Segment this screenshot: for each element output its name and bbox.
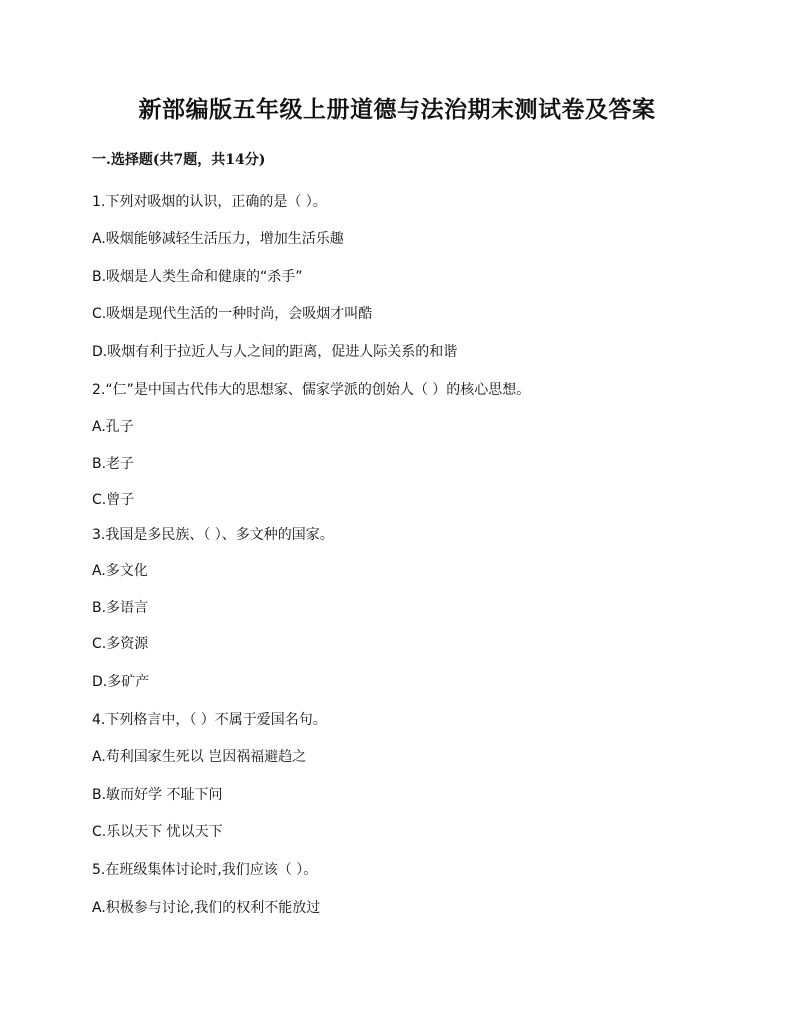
question-1-option-c: C.吸烟是现代生活的一种时尚，会吸烟才叫酷 (92, 306, 373, 322)
question-3-option-d: D.多矿产 (92, 674, 150, 690)
question-1-option-a: A.吸烟能够减轻生活压力，增加生活乐趣 (92, 231, 344, 247)
section-heading: 一.选择题(共7题，共14分) (92, 152, 266, 168)
question-1-option-d: D.吸烟有利于拉近人与人之间的距离，促进人际关系的和谐 (92, 344, 458, 360)
question-3-option-b: B.多语言 (92, 600, 149, 616)
page-title: 新部编版五年级上册道德与法治期末测试卷及答案 (138, 96, 656, 123)
question-3-option-c: C.多资源 (92, 636, 149, 652)
question-4-option-c: C.乐以天下 忧以天下 (92, 824, 223, 840)
question-2-option-c: C.曾子 (92, 492, 135, 508)
question-3-option-a: A.多文化 (92, 563, 148, 579)
question-2-option-b: B.老子 (92, 456, 135, 472)
question-4-option-a: A.苟利国家生死以 岂因祸福避趋之 (92, 749, 307, 765)
question-2-stem: 2.“仁”是中国古代伟大的思想家、儒家学派的创始人（ ）的核心思想。 (92, 382, 531, 398)
question-1-stem: 1.下列对吸烟的认识，正确的是（ ）。 (92, 194, 327, 210)
question-5-option-a: A.积极参与讨论,我们的权利不能放过 (92, 900, 321, 916)
question-4-stem: 4.下列格言中，（ ）不属于爱国名句。 (92, 712, 327, 728)
question-4-option-b: B.敏而好学 不耻下问 (92, 787, 223, 803)
question-1-option-b: B.吸烟是人类生命和健康的“杀手” (92, 269, 303, 285)
question-3-stem: 3.我国是多民族、（ ）、多文种的国家。 (92, 527, 334, 543)
question-2-option-a: A.孔子 (92, 419, 134, 435)
question-5-stem: 5.在班级集体讨论时,我们应该（ ）。 (92, 862, 318, 878)
